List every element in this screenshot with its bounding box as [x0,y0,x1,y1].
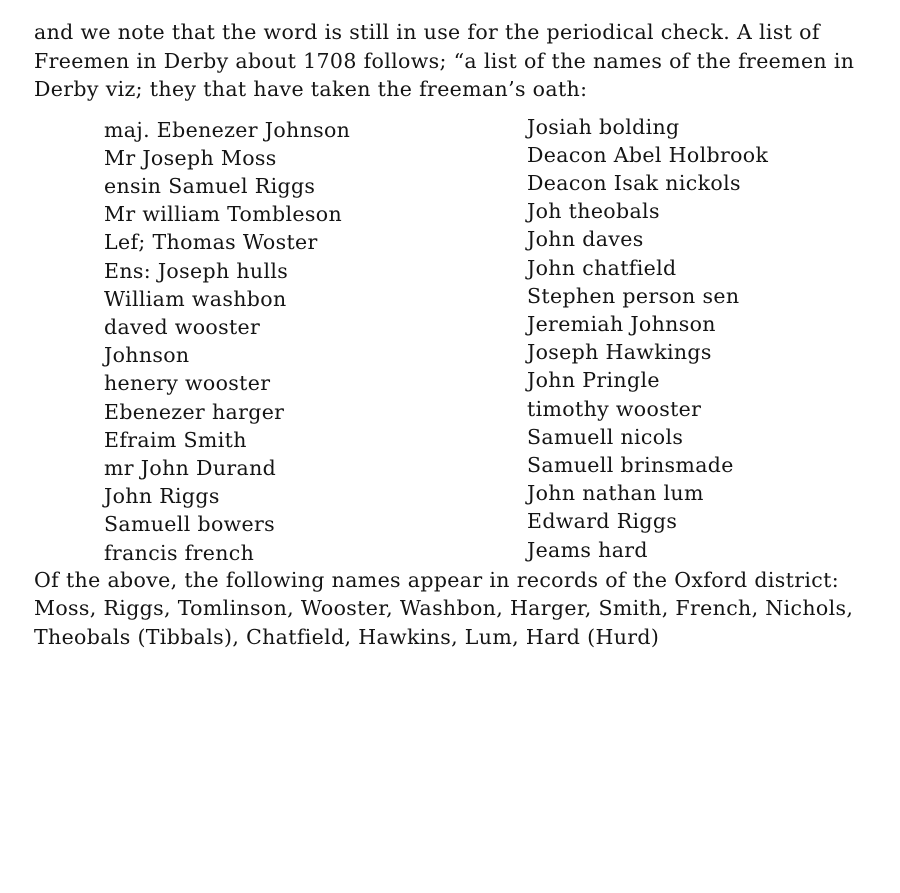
list-item: Deacon Isak nickols [527,170,741,195]
list-item: Ebenezer harger [104,399,285,424]
freemen-name-list [34,116,874,566]
list-item: daved wooster [104,314,261,339]
list-item: Jeremiah Johnson [527,311,716,336]
list-item: Efraim Smith [104,427,247,452]
list-item: Mr william Tombleson [104,202,342,227]
list-item: Lef; Thomas Woster [104,230,318,255]
list-item: William washbon [104,286,287,311]
list-item: maj. Ebenezer Johnson [104,117,351,142]
list-item: Mr Joseph Moss [104,145,277,170]
list-item: Samuell brinsmade [527,452,734,477]
list-item: Joseph Hawkings [527,340,712,365]
list-item: mr John Durand [104,455,277,480]
list-item: John Pringle [527,368,660,393]
names-right-column [527,113,768,564]
list-item: Samuell nicols [527,424,684,449]
conclusion-paragraph: Of the above, the following names appear in records of the Oxford district: Moss, Riggs, Tomlinson, Wooster, Washbon, Harger, Smith, French, Nichols, Theobals (Tibbals), Chatfield, Hawkins, Lum, Hard (Hurd) [34,567,854,649]
list-item: John Riggs [104,484,220,509]
list-item: Stephen person sen [527,283,740,308]
list-item: Josiah bolding [527,114,680,139]
list-item: Johnson [104,343,190,368]
list-item: ensin Samuel Riggs [104,173,316,198]
list-item: Joh theobals [527,199,660,224]
list-item: John nathan lum [527,481,704,506]
list-item: John chatfield [527,255,677,280]
document-page [34,18,874,651]
list-item: Jeams hard [527,537,648,562]
list-item: John daves [527,227,644,252]
list-item: Samuell bowers [104,512,276,537]
intro-paragraph: and we note that the word is still in use for the periodical check. A list of Freemen in Derby about 1708 follows; “a list of the names of the freemen in Derby viz; they that have taken the freeman’s oath: [34,20,855,101]
list-item: Deacon Abel Holbrook [527,142,769,167]
names-left-column [104,116,350,567]
list-item: francis french [104,540,255,565]
list-item: henery wooster [104,371,271,396]
list-item: Ens: Joseph hulls [104,258,289,283]
list-item: Edward Riggs [527,509,678,534]
list-item: timothy wooster [527,396,702,421]
